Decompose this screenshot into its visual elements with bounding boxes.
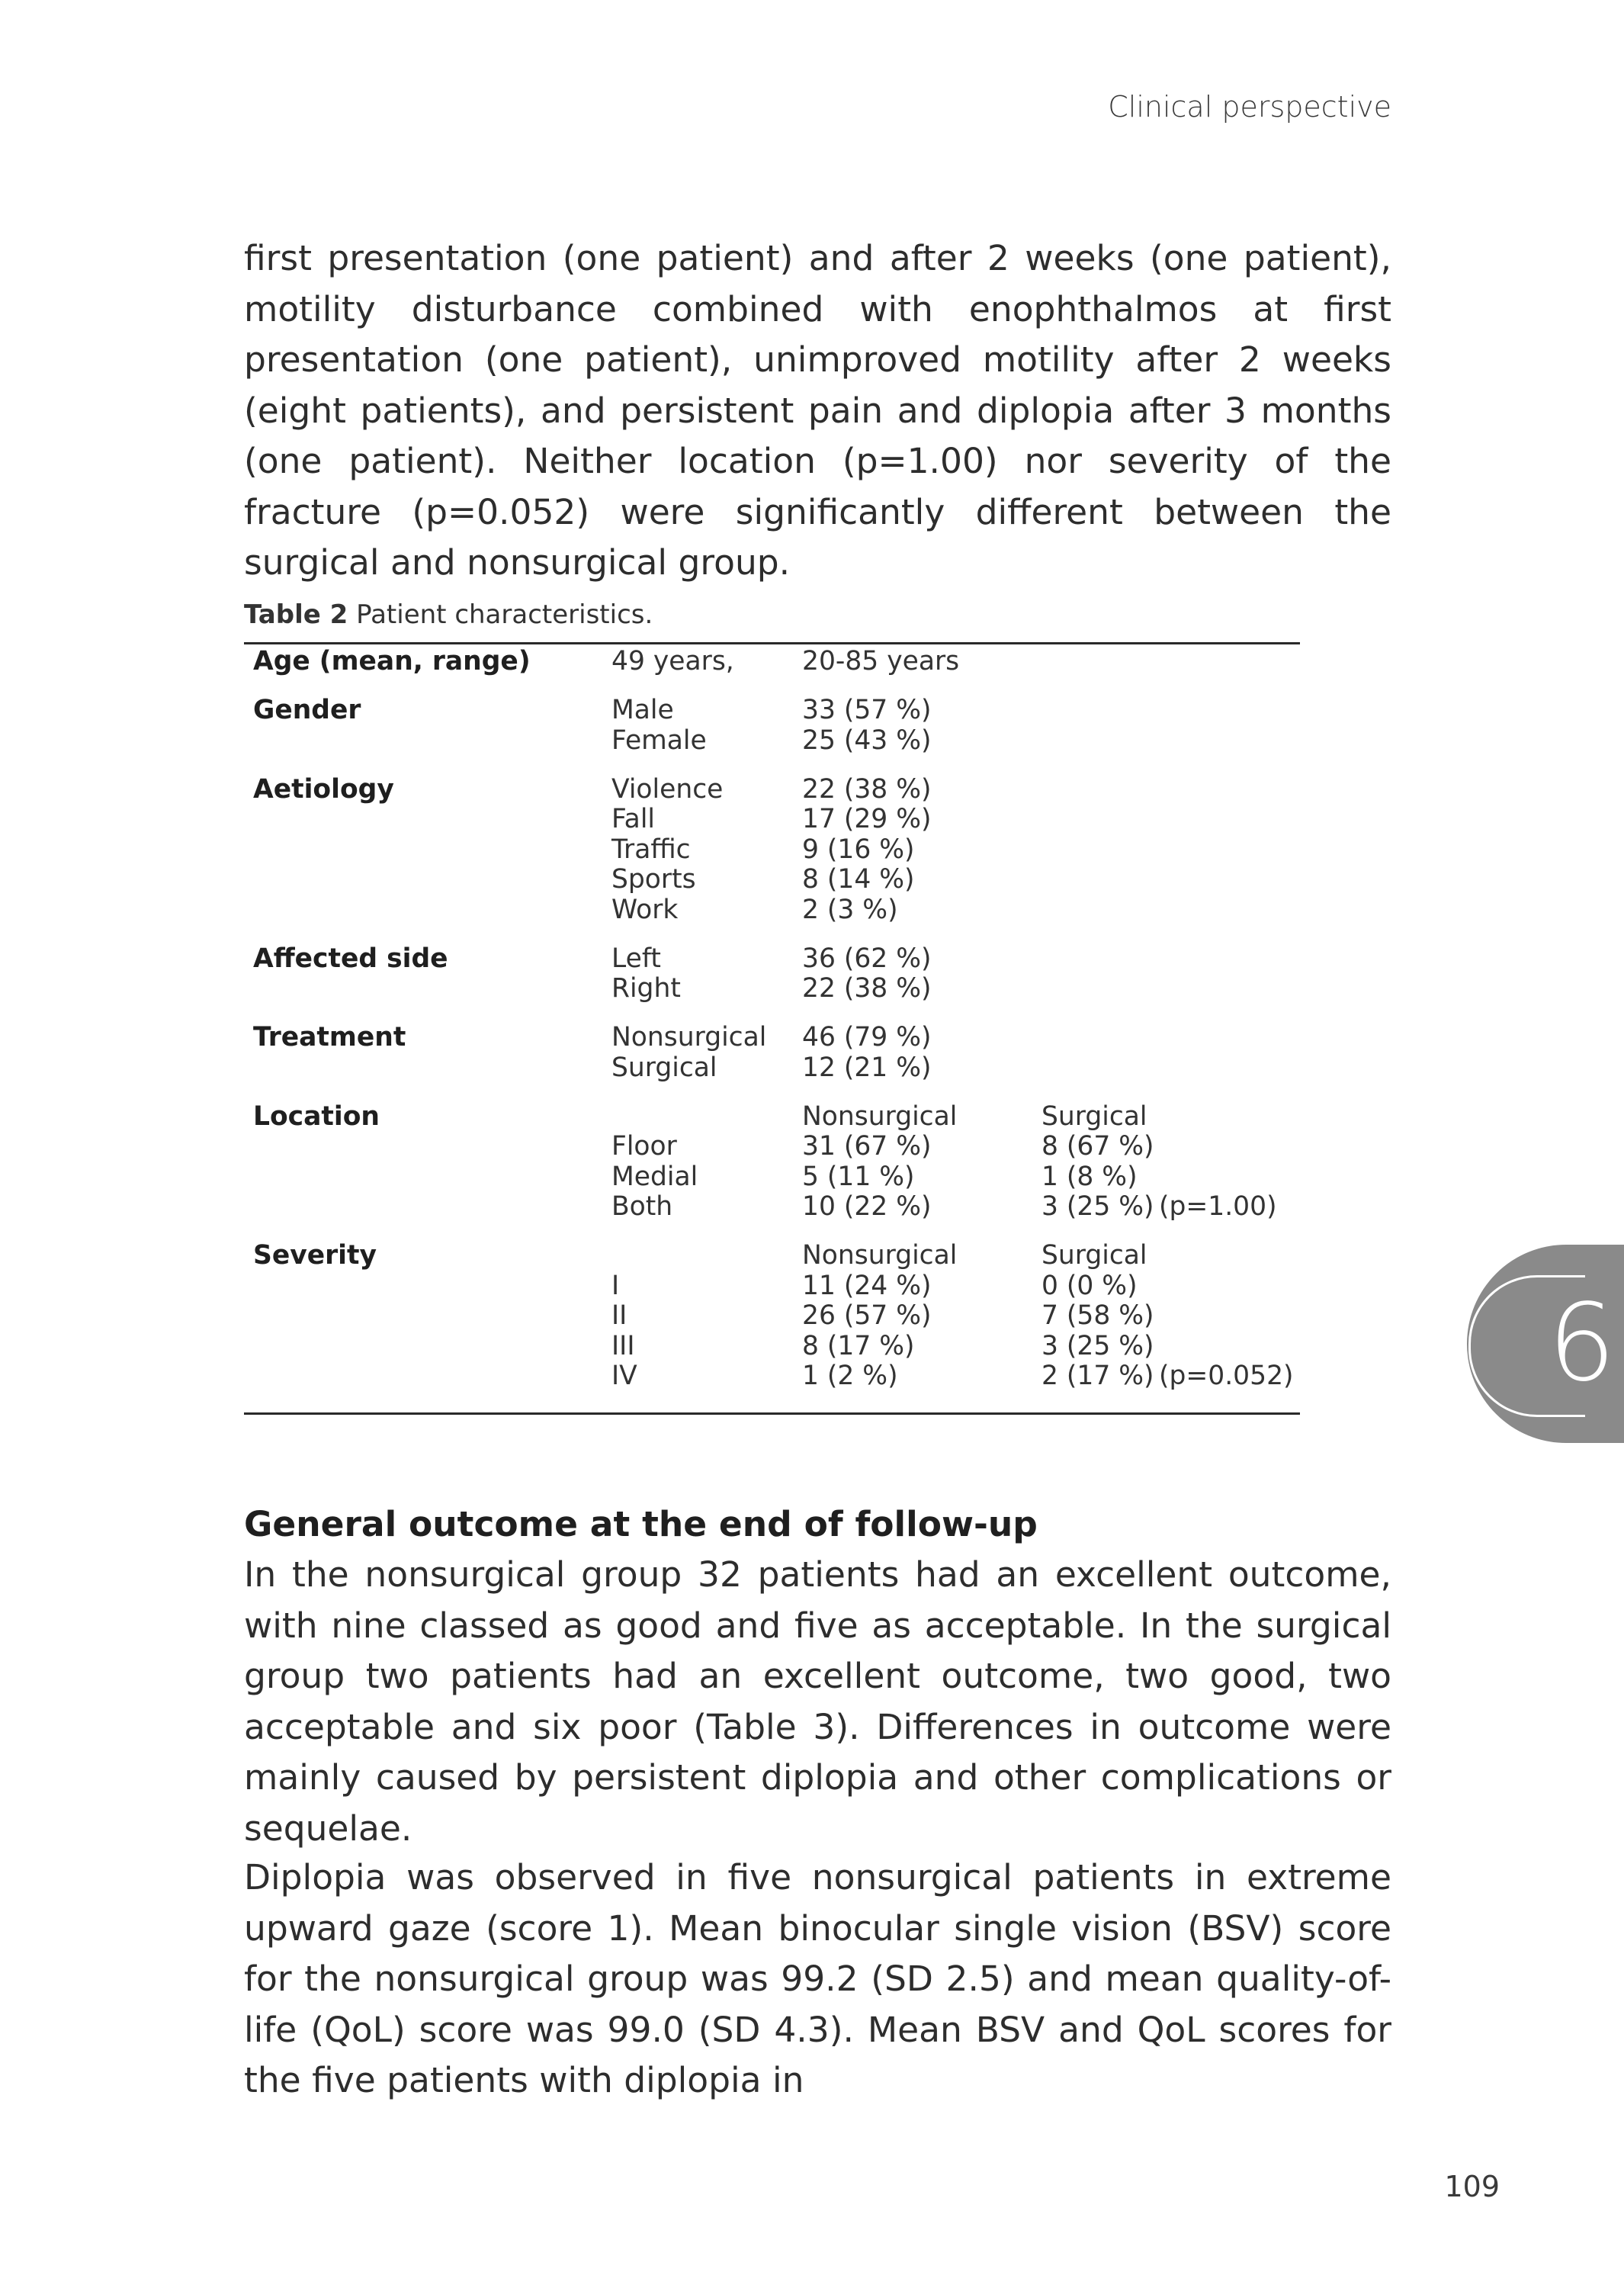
table-row xyxy=(244,1102,1300,1133)
table-cell: 36 (62 %) xyxy=(802,943,932,974)
table-cell: 26 (57 %) xyxy=(802,1300,932,1331)
table-group-affected-side xyxy=(244,944,1300,1004)
table-row xyxy=(244,944,1300,975)
body-paragraph-1: first presentation (one patient) and after 2 weeks (one patient), motility disturbance combined with enophthalmos at first presentation (one patient), unimproved motility after 2 weeks (eight patients), and persistent pain and diplopia after 3 months (one patient). Neither location (p=1.00) nor severity of the fracture (p=0.052) were significantly different between the surgical and nonsurgical group. xyxy=(244,238,1391,583)
patient-characteristics-table xyxy=(244,647,1300,1392)
row-heading: Gender xyxy=(253,695,361,725)
p-value: (p=0.052) xyxy=(1159,1361,1294,1391)
chapter-number: 6 xyxy=(1548,1281,1616,1406)
table-cell: Both xyxy=(611,1191,673,1222)
table-cell: 2 (3 %) xyxy=(802,894,898,925)
table-cell: 8 (67 %) xyxy=(1041,1131,1154,1162)
table-row xyxy=(244,1162,1300,1193)
table-cell: Fall xyxy=(611,804,655,834)
page-number: 109 xyxy=(1444,2170,1500,2203)
table-group-treatment xyxy=(244,1023,1300,1083)
table-row xyxy=(244,1332,1300,1362)
row-heading: Affected side xyxy=(253,943,448,974)
table-cell: 17 (29 %) xyxy=(802,804,932,834)
table-cell: IV xyxy=(611,1361,637,1391)
table-cell: Medial xyxy=(611,1161,698,1192)
table-group-location xyxy=(244,1102,1300,1223)
table-row xyxy=(244,974,1300,1004)
table-cell: I xyxy=(611,1270,620,1301)
table-cell: Sports xyxy=(611,864,696,895)
table-group-aetiology xyxy=(244,775,1300,926)
row-heading: Severity xyxy=(253,1240,377,1271)
p-value: (p=1.00) xyxy=(1159,1191,1277,1222)
row-heading: Aetiology xyxy=(253,773,394,805)
table-label: Table 2 xyxy=(244,599,348,630)
table-row xyxy=(244,1023,1300,1053)
table-row xyxy=(244,865,1300,895)
table-cell: III xyxy=(611,1330,635,1361)
section-heading: General outcome at the end of follow-up xyxy=(244,1504,1038,1544)
table-row xyxy=(244,835,1300,866)
table-row xyxy=(244,805,1300,835)
table-cell: Female xyxy=(611,725,707,756)
column-subheading: Nonsurgical xyxy=(802,1101,958,1132)
table-cell: 25 (43 %) xyxy=(802,725,932,756)
table-cell: 3 (25 %) xyxy=(1041,1330,1154,1361)
table-cell: 1 (8 %) xyxy=(1041,1161,1138,1192)
column-subheading: Nonsurgical xyxy=(802,1240,958,1271)
table-cell: 33 (57 %) xyxy=(802,695,932,725)
table-row xyxy=(244,696,1300,726)
table-cell: 8 (17 %) xyxy=(802,1330,915,1361)
table-cell: Left xyxy=(611,943,661,974)
row-heading: Location xyxy=(253,1101,380,1132)
table-row xyxy=(244,726,1300,757)
body-paragraph-3: Diplopia was observed in five nonsurgical patients in extreme upward gaze (score 1). Mean binocular single vision (BSV) score for the nonsurgical group was 99.2 (SD 2.5) and mean quality-of-life (QoL) score was 99.0 (SD 4.3). Mean BSV and QoL scores for the five patients with diplopia in xyxy=(244,1857,1391,2100)
table-cell: Work xyxy=(611,894,679,925)
table-cell: 7 (58 %) xyxy=(1041,1300,1154,1331)
table-cell: 1 (2 %) xyxy=(802,1361,898,1391)
table-group-severity xyxy=(244,1241,1300,1392)
table-top-rule xyxy=(244,642,1300,644)
table-cell: 22 (38 %) xyxy=(802,773,932,805)
row-heading: Treatment xyxy=(253,1022,406,1052)
table-group-gender xyxy=(244,696,1300,756)
table-cell: 0 (0 %) xyxy=(1041,1270,1138,1301)
table-cell: 31 (67 %) xyxy=(802,1131,932,1162)
table-caption-text: Patient characteristics. xyxy=(356,599,653,630)
table-row xyxy=(244,775,1300,805)
column-subheading: Surgical xyxy=(1041,1101,1147,1132)
table-cell: 20-85 years xyxy=(802,646,960,676)
running-head: Clinical perspective xyxy=(1108,90,1391,124)
chapter-tab xyxy=(1467,1245,1624,1443)
table-row xyxy=(244,1271,1300,1302)
table-cell: Right xyxy=(611,973,681,1004)
table-cell: 5 (11 %) xyxy=(802,1161,915,1192)
table-cell: 2 (17 %) xyxy=(1041,1361,1154,1391)
table-row xyxy=(244,1132,1300,1162)
table-cell: 9 (16 %) xyxy=(802,834,915,865)
table-group-age xyxy=(244,647,1300,677)
table-cell: 22 (38 %) xyxy=(802,973,932,1004)
table-row xyxy=(244,1301,1300,1332)
table-row xyxy=(244,1192,1300,1223)
table-caption xyxy=(244,596,653,633)
table-cell: 10 (22 %) xyxy=(802,1191,932,1222)
table-row xyxy=(244,647,1300,677)
table-cell: Surgical xyxy=(611,1052,717,1083)
table-row xyxy=(244,895,1300,926)
table-cell: 49 years, xyxy=(611,646,734,676)
table-cell: Traffic xyxy=(611,834,691,865)
table-cell: Violence xyxy=(611,773,724,805)
table-bottom-rule xyxy=(244,1412,1300,1415)
table-row xyxy=(244,1361,1300,1392)
table-cell: 11 (24 %) xyxy=(802,1270,932,1301)
table-cell: Floor xyxy=(611,1131,677,1162)
body-paragraph-2: In the nonsurgical group 32 patients had an excellent outcome, with nine classed as good and five as acceptable. In the surgical group two patients had an excellent outcome, two good, two acceptable and six poor (Table 3). Differences in outcome were mainly caused by persistent diplopia and other complications or sequelae. xyxy=(244,1554,1391,1849)
table-cell: 12 (21 %) xyxy=(802,1052,932,1083)
table-cell: Nonsurgical xyxy=(611,1022,767,1052)
table-cell: 3 (25 %) xyxy=(1041,1191,1154,1222)
table-row xyxy=(244,1053,1300,1084)
table-cell: 46 (79 %) xyxy=(802,1022,932,1052)
table-row xyxy=(244,1241,1300,1271)
column-subheading: Surgical xyxy=(1041,1240,1147,1271)
table-cell: II xyxy=(611,1300,627,1331)
row-heading: Age (mean, range) xyxy=(253,646,531,676)
table-cell: Male xyxy=(611,695,674,725)
table-cell: 8 (14 %) xyxy=(802,864,915,895)
